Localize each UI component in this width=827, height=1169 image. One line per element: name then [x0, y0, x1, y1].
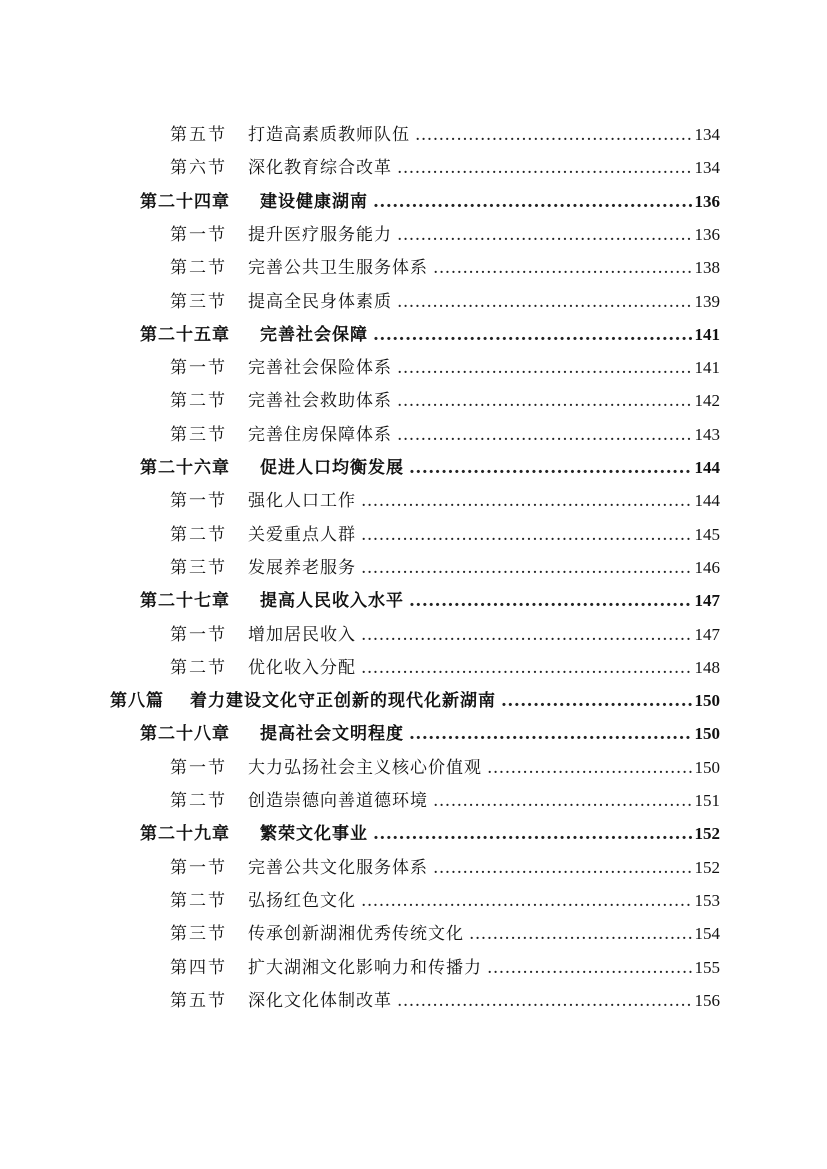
toc-section-entry[interactable] — [170, 784, 720, 817]
dot-leader — [487, 752, 692, 785]
toc-entry-title: 提升医疗服务能力 — [248, 224, 392, 245]
dot-leader — [433, 852, 692, 885]
dot-leader — [397, 286, 692, 319]
toc-section-entry[interactable] — [170, 551, 720, 584]
toc-entry-title: 优化收入分配 — [248, 657, 356, 678]
toc-entry-number: 第一节 — [170, 224, 227, 245]
toc-entry-title: 扩大湖湘文化影响力和传播力 — [248, 957, 482, 978]
toc-entry-title: 完善公共卫生服务体系 — [248, 258, 428, 279]
toc-entry-title: 发展养老服务 — [248, 557, 356, 578]
toc-part-entry[interactable] — [110, 684, 720, 717]
toc-chapter-entry[interactable] — [140, 717, 720, 750]
toc-entry-page-number: 145 — [694, 524, 720, 544]
toc-section-entry[interactable] — [170, 518, 720, 551]
dot-leader — [397, 419, 692, 452]
toc-entry-page-number: 138 — [694, 258, 720, 278]
dot-leader — [361, 652, 692, 685]
toc-section-entry[interactable] — [170, 218, 720, 251]
toc-section-entry[interactable] — [170, 251, 720, 284]
dot-leader — [397, 219, 692, 252]
toc-entry-page-number: 134 — [694, 158, 720, 178]
toc-section-entry[interactable] — [170, 851, 720, 884]
dot-leader — [487, 952, 692, 985]
toc-entry-page-number: 144 — [694, 458, 720, 477]
toc-entry-page-number: 150 — [694, 691, 720, 711]
toc-entry-title: 弘扬红色文化 — [248, 890, 356, 911]
dot-leader — [373, 186, 692, 219]
toc-entry-number: 第三节 — [170, 557, 227, 578]
toc-entry-title: 提高人民收入水平 — [260, 591, 404, 612]
toc-entry-title: 着力建设文化守正创新的现代化新湖南 — [190, 691, 496, 712]
toc-entry-title: 大力弘扬社会主义核心价值观 — [248, 757, 482, 778]
toc-entry-title: 增加居民收入 — [248, 624, 356, 645]
toc-entry-page-number: 147 — [694, 591, 720, 611]
toc-entry-title: 促进人口均衡发展 — [260, 458, 404, 478]
toc-entry-number: 第八篇 — [110, 691, 164, 712]
toc-entry-title: 打造高素质教师队伍 — [248, 125, 410, 145]
toc-section-entry[interactable] — [170, 984, 720, 1017]
dot-leader — [361, 485, 692, 518]
dot-leader — [409, 452, 692, 485]
toc-section-entry[interactable] — [170, 118, 720, 151]
toc-entry-page-number: 139 — [694, 291, 720, 311]
toc-section-entry[interactable] — [170, 151, 720, 184]
toc-entry-page-number: 152 — [694, 824, 720, 844]
dot-leader — [361, 519, 692, 552]
toc-entry-title: 深化文化体制改革 — [248, 990, 392, 1011]
toc-entry-title: 强化人口工作 — [248, 491, 356, 512]
toc-entry-number: 第二节 — [170, 391, 227, 412]
toc-entry-number: 第三节 — [170, 424, 227, 445]
toc-entry-number: 第二节 — [170, 791, 227, 811]
dot-leader — [373, 818, 692, 851]
toc-entry-number: 第二十四章 — [140, 191, 230, 212]
toc-entry-number: 第五节 — [170, 990, 227, 1011]
toc-entry-title: 完善公共文化服务体系 — [248, 857, 428, 878]
toc-entry-page-number: 150 — [694, 724, 720, 744]
dot-leader — [415, 119, 692, 152]
toc-entry-page-number: 151 — [694, 791, 720, 810]
dot-leader — [433, 785, 692, 818]
toc-chapter-entry[interactable] — [140, 584, 720, 617]
toc-entry-page-number: 148 — [694, 657, 720, 677]
toc-entry-page-number: 136 — [694, 224, 720, 244]
dot-leader — [409, 718, 692, 751]
toc-section-entry[interactable] — [170, 951, 720, 984]
toc-entry-title: 提高社会文明程度 — [260, 724, 404, 745]
dot-leader — [397, 352, 692, 385]
dot-leader — [361, 619, 692, 652]
toc-entry-page-number: 134 — [694, 125, 720, 144]
toc-section-entry[interactable] — [170, 384, 720, 417]
toc-entry-page-number: 154 — [694, 924, 720, 944]
toc-section-entry[interactable] — [170, 285, 720, 318]
toc-section-entry[interactable] — [170, 651, 720, 684]
dot-leader — [469, 918, 692, 951]
toc-entry-number: 第二十九章 — [140, 824, 230, 845]
toc-entry-number: 第二节 — [170, 524, 227, 545]
toc-entry-page-number: 141 — [694, 358, 720, 378]
toc-entry-number: 第一节 — [170, 857, 227, 878]
dot-leader — [373, 319, 692, 352]
toc-entry-number: 第二节 — [170, 657, 227, 678]
toc-entry-number: 第四节 — [170, 957, 227, 978]
toc-entry-title: 完善社会保险体系 — [248, 358, 392, 379]
toc-entry-page-number: 156 — [694, 990, 720, 1010]
toc-entry-number: 第二十七章 — [140, 591, 230, 612]
toc-section-entry[interactable] — [170, 884, 720, 917]
toc-entry-number: 第一节 — [170, 757, 227, 778]
toc-section-entry[interactable] — [170, 618, 720, 651]
toc-section-entry[interactable] — [170, 351, 720, 384]
toc-entry-page-number: 150 — [694, 757, 720, 777]
toc-entry-number: 第二十八章 — [140, 724, 230, 745]
dot-leader — [409, 585, 692, 618]
dot-leader — [433, 252, 692, 285]
toc-chapter-entry[interactable] — [140, 185, 720, 218]
toc-section-entry[interactable] — [170, 484, 720, 517]
toc-entry-number: 第一节 — [170, 491, 227, 512]
toc-entry-title: 建设健康湖南 — [260, 191, 368, 212]
toc-entry-number: 第二十六章 — [140, 458, 230, 478]
dot-leader — [501, 685, 692, 718]
toc-entry-page-number: 141 — [694, 324, 720, 344]
toc-entry-number: 第五节 — [170, 125, 227, 145]
toc-entry-page-number: 143 — [694, 424, 720, 444]
toc-entry-number: 第二十五章 — [140, 324, 230, 345]
toc-chapter-entry[interactable] — [140, 318, 720, 351]
toc-section-entry[interactable] — [170, 917, 720, 950]
toc-entry-number: 第二节 — [170, 258, 227, 279]
toc-entry-number: 第一节 — [170, 624, 227, 645]
dot-leader — [397, 385, 692, 418]
toc-entry-number: 第二节 — [170, 890, 227, 911]
toc-entry-title: 提高全民身体素质 — [248, 291, 392, 312]
dot-leader — [361, 552, 692, 585]
toc-entry-number: 第六节 — [170, 158, 227, 179]
dot-leader — [397, 152, 692, 185]
toc-entry-page-number: 146 — [694, 557, 720, 577]
toc-entry-title: 完善住房保障体系 — [248, 424, 392, 445]
dot-leader — [361, 885, 692, 918]
toc-entry-number: 第三节 — [170, 291, 227, 312]
toc-entry-title: 关爱重点人群 — [248, 524, 356, 545]
toc-entry-page-number: 147 — [694, 624, 720, 644]
toc-entry-title: 繁荣文化事业 — [260, 824, 368, 845]
toc-entry-page-number: 142 — [694, 391, 720, 411]
toc-chapter-entry[interactable] — [140, 817, 720, 850]
toc-chapter-entry[interactable] — [140, 451, 720, 484]
toc-section-entry[interactable] — [170, 418, 720, 451]
toc-section-entry[interactable] — [170, 751, 720, 784]
toc-entry-title: 完善社会救助体系 — [248, 391, 392, 412]
toc-entry-page-number: 155 — [694, 957, 720, 977]
toc-entry-page-number: 152 — [694, 857, 720, 877]
toc-entry-number: 第三节 — [170, 924, 227, 945]
toc-entry-page-number: 136 — [694, 191, 720, 211]
toc-entry-number: 第一节 — [170, 358, 227, 379]
toc-entry-page-number: 144 — [694, 491, 720, 511]
toc-entry-title: 传承创新湖湘优秀传统文化 — [248, 924, 464, 945]
dot-leader — [397, 985, 692, 1018]
toc-entry-title: 完善社会保障 — [260, 324, 368, 345]
toc-entry-title: 创造崇德向善道德环境 — [248, 791, 428, 811]
toc-entry-page-number: 153 — [694, 890, 720, 910]
toc-entry-title: 深化教育综合改革 — [248, 158, 392, 179]
